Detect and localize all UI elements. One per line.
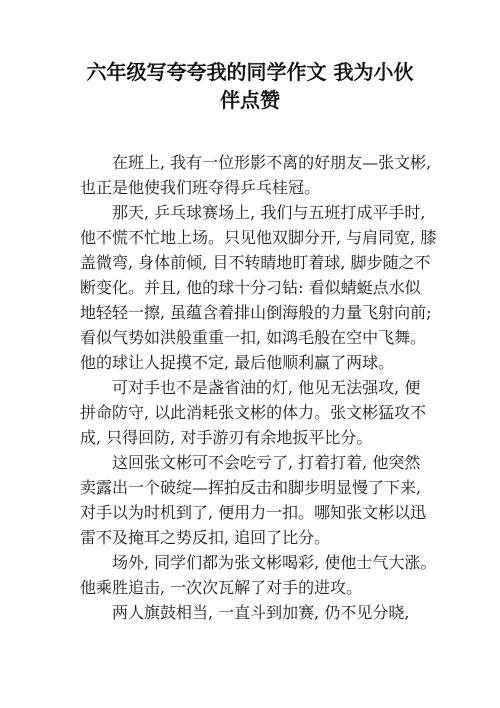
- document-title: [60, 58, 440, 114]
- text-line: 地轻轻一擦, 虽蕴含着排山倒海般的力量飞射向前;: [80, 303, 432, 322]
- text-line: 这回张文彬可不会吃亏了, 打着打着, 他突然: [112, 453, 421, 472]
- text-line: 盖微弯, 身体前倾, 目不转睛地盯着球, 脚步随之不: [80, 253, 431, 272]
- essay-body: [80, 150, 440, 625]
- text-line: 断变化。并且, 他的球十分刁钻: 看似蜻蜓点水似: [80, 278, 421, 297]
- text-line: 他乘胜追击, 一次次瓦解了对手的进攻。: [80, 578, 363, 597]
- text-line: 也正是他使我们班夺得乒乓桂冠。: [80, 178, 321, 197]
- text-line: 对手以为时机到了, 便用力一扣。哪知张文彬以迅: [80, 503, 427, 522]
- text-line: 那天, 乒乓球赛场上, 我们与五班打成平手时,: [112, 203, 426, 222]
- text-line: 可对手也不是盏省油的灯, 他见无法强攻, 便: [112, 378, 421, 397]
- title-line-2: 伴点赞: [220, 88, 280, 112]
- text-line: 雷不及掩耳之势反扣, 追回了比分。: [80, 528, 331, 547]
- text-line: 卖露出一个破绽—挥拍反击和脚步明显慢了下来,: [80, 478, 422, 497]
- text-line: 两人旗鼓相当, 一直斗到加赛, 仍不见分晓,: [112, 603, 410, 622]
- title-line-1: 六年级写夸夸我的同学作文 我为小伙: [86, 60, 414, 84]
- text-line: 拼命防守, 以此消耗张文彬的体力。张文彬猛攻不: [80, 403, 427, 422]
- text-line: 看似气势如洪般重重一扣, 如鸿毛般在空中飞舞。: [80, 328, 427, 347]
- text-line: 在班上, 我有一位形影不离的好朋友—张文彬,: [112, 153, 432, 172]
- text-line: 场外, 同学们都为张文彬喝彩, 使他士气大涨。: [112, 553, 437, 572]
- text-line: 他不慌不忙地上场。只见他双脚分开, 与肩同宽, 膝: [80, 228, 437, 247]
- text-line: 他的球让人捉摸不定, 最后他顺利赢了两球。: [80, 353, 395, 372]
- text-line: 成, 只得回防, 对手游刃有余地扳平比分。: [80, 428, 373, 447]
